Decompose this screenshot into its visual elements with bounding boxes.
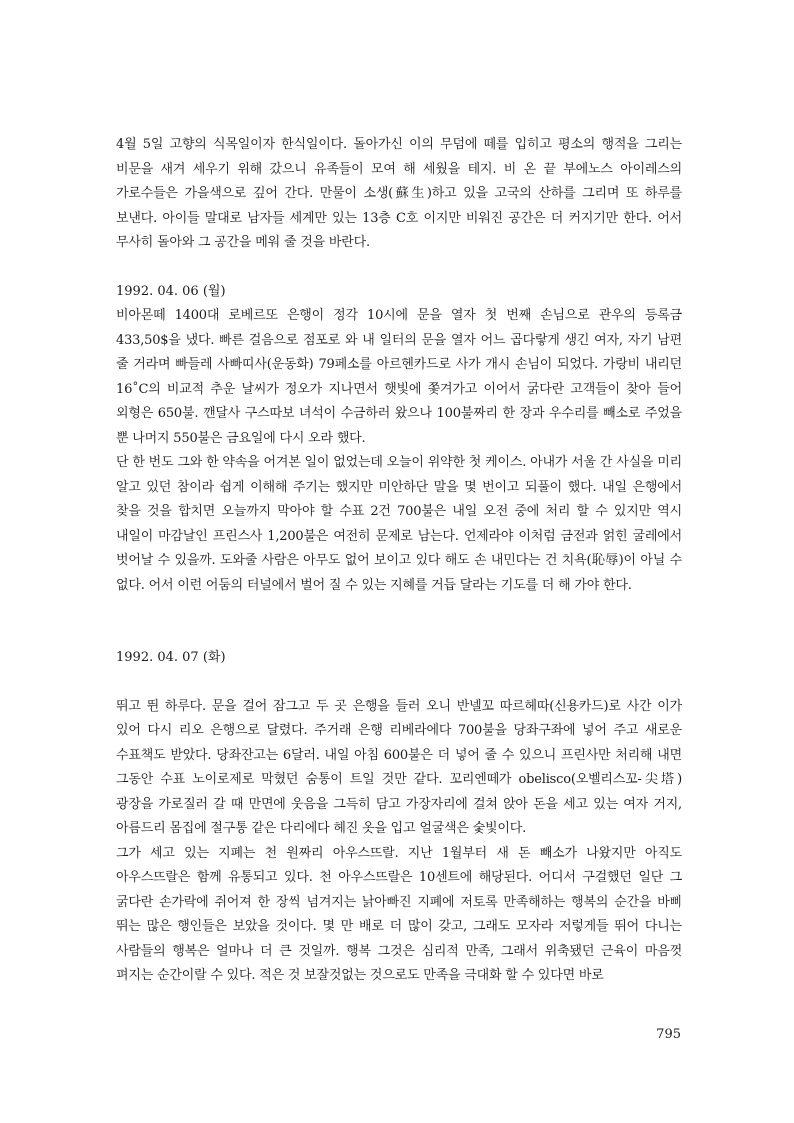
entry-0406-paragraph-1: 비아몬떼 1400대 로베르또 은행이 정각 10시에 문을 열자 첫 번째 손님으로 관우의 등록금 433,50$을 냈다. 빠른 걸음으로 점포로 와 내 일터의 문을 열자 어느 곱다랗게 생긴 여자, 자기 남편 줄 거라며 빠들레 사빠띠사(운동화) 79페소를 아르헨카드로 사가 개시 손님이 되었다. 가랑비 내리던 16˚C의 비교적 추운 날씨가 정오가 지나면서 햇빛에 쫓겨가고 이어서 굵다란 고객들이 찾아 들어 외형은 650불. 깬달사 구스따보 녀석이 수금하러 왔으나 100불짜리 한 장과 우수리를 빼소로 주었을 뿐 나머지 550불은 금요일에 다시 오라 했다.: [116, 308, 682, 446]
entry-date-0407: 1992. 04. 07 (화): [116, 650, 226, 665]
entry-0407-paragraph-1: 뛰고 뛴 하루다. 문을 걸어 잠그고 두 곳 은행을 들러 오니 반넬꼬 따르헤따(신용카드)로 사간 이가 있어 다시 리오 은행으로 달렸다. 주거래 은행 리베라에다 700불을 당좌구좌에 넣어 주고 새로운 수표책도 받았다. 당좌잔고는 6달러. 내일 아침 600불은 더 넣어 줄 수 있으니 프린사만 처리해 내면 그동안 수표 노이로제로 막혔던 숨통이 트일 것만 같다. 꼬리엔떼가 obelisco(오벨리스꼬-尖塔) 광장을 가로질러 갈 때 만면에 웃음을 그득히 담고 가장자리에 걸쳐 앉아 돈을 세고 있는 여자 거지, 아름드리 몸집에 절구통 같은 다리에다 헤진 옷을 입고 얼굴색은 숯빛이다.: [116, 698, 682, 836]
spacer: [116, 256, 682, 280]
entry-0407-paragraph-2: 그가 세고 있는 지폐는 천 원짜리 아우스뜨랄. 지난 1월부터 새 돈 빼소가 나왔지만 아직도 아우스뜨랄은 함께 유통되고 있다. 천 아우스뜨랄은 10센트에 해당된다. 어디서 구걸했던 일단 그 굵다란 손가락에 쥐어져 한 장씩 넘겨지는 낡아빠진 지폐에 저토록 만족해하는 행복의 순간을 바삐 뛰는 많은 행인들은 보았을 것이다. 몇 만 배로 더 많이 갖고, 그래도 모자라 저렇게들 뛰어 다니는 사람들의 행복은 얼마나 더 큰 것일까. 행복 그것은 심리적 만족, 그래서 위축됐던 근육이 마음껏 펴지는 순간이랄 수 있다. 적은 것 보잘것없는 것으로도 만족을 극대화 할 수 있다면 바로: [116, 845, 682, 983]
intro-paragraph: 4월 5일 고향의 식목일이자 한식일이다. 돌아가신 이의 무덤에 떼를 입히고 평소의 행적을 그리는 비문을 새겨 세우기 위해 갔으니 유족들이 모여 해 세웠을 테지. 비 온 끝 부에노스 아이레스의 가로수들은 가을색으로 깊어 간다. 만물이 소생(蘇生)하고 있을 고국의 산하를 그리며 또 하루를 보낸다. 아이들 말대로 남자들 세계만 있는 13층 C호 이지만 비워진 공간은 더 커지기만 한다. 어서 무사히 돌아와 그 공간을 메워 줄 것을 바란다.: [116, 137, 682, 250]
entry-date-0406: 1992. 04. 06 (월): [116, 283, 226, 299]
spacer: [116, 671, 682, 695]
spacer: [116, 598, 682, 646]
page-number: 795: [656, 1027, 681, 1042]
entry-0406-paragraph-2: 단 한 번도 그와 한 약속을 어겨본 일이 없었는데 오늘이 위약한 첫 케이스. 아내가 서울 간 사실을 미리 알고 있던 참이라 쉽게 이해해 주기는 했지만 미안하단 말을 몇 번이고 되풀이 했다. 내일 은행에서 찾을 것을 합치면 오늘까지 막아야 할 수표 2건 700불은 내일 오전 중에 처리 할 수 있지만 역시 내일이 마감날인 프린스사 1,200불은 여전히 문제로 남는다. 언제라야 이처럼 금전과 얽힌 굴레에서 벗어날 수 있을까. 도와줄 사람은 아무도 없어 보이고 있다 해도 손 내민다는 건 치욕(恥辱)이 아닐 수 없다. 어서 이런 어둠의 터널에서 벌어 질 수 있는 지혜를 거듭 달라는 기도를 더 해 가야 한다.: [116, 455, 682, 593]
page-body: [116, 133, 682, 989]
